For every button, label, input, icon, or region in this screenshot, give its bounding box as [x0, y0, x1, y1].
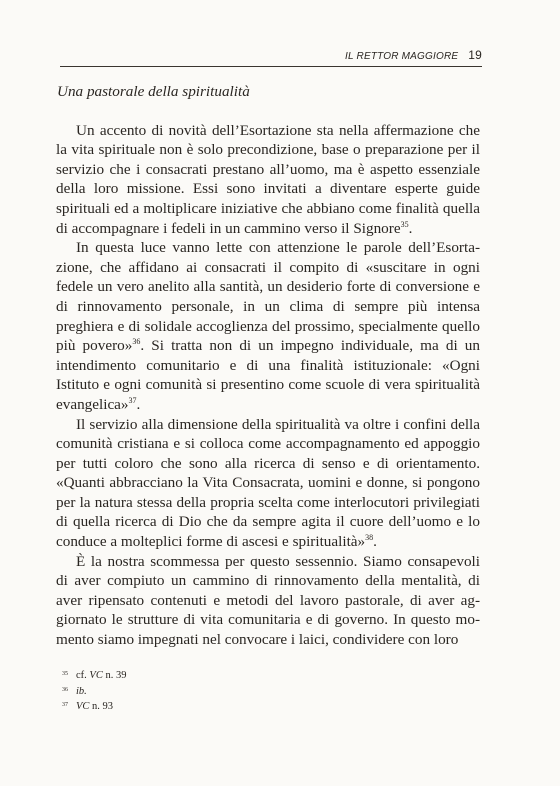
paragraph-1	[56, 121, 480, 239]
note-ref: 36	[132, 337, 141, 347]
footnote-rest: n. 39	[102, 670, 127, 681]
paragraph-2	[56, 238, 480, 414]
paragraph-text: In questa luce vanno lette con attenzione le parole dell’Esortazione, che affidano ai consacrati il compito di «suscitare in ogni fedele un vero anelito alla santità, un desiderio forte di conversione e di rinnovamento personale, in un clima di sempre più intensa preghiera e di solidale accoglienza del prossimo, specialmente quello più povero»	[56, 239, 480, 355]
footnote-italic: VC	[76, 701, 90, 712]
paragraph-text: È la nostra scommessa per questo sessennio. Siamo consapevoli di aver compiuto un cammino di rinnovamento della mentalità, di aver ripensato contenuti e metodi del lavoro pastorale, di aver aggiornato le strutture di vita comunitaria e di governo. In questo momento siamo impegnati nel convocare i laici, condividere con loro	[56, 552, 480, 649]
footnote-rest: n. 93	[89, 701, 114, 712]
page-number: 19	[468, 48, 482, 62]
paragraph-text: Un accento di novità dell’Esortazione sta nella affermazione che la vita spirituale non è solo precondizione, base o preparazione per il servizio che i consacrati prestano all’uomo, ma è aspetto essenziale della loro missione. Essi sono invitati a diventare esperte guide spirituali ed a moltiplicare iniziative che abbiano come finalità quella di accompagnare i fedeli in un cammino verso il Signore	[56, 121, 480, 237]
paragraph-4	[56, 552, 480, 650]
footnote-italic: ib.	[76, 685, 87, 697]
footnote-number: 37	[62, 702, 68, 708]
page-body	[56, 82, 480, 650]
note-ref: 35	[400, 219, 409, 229]
paragraph-tail: .	[136, 395, 141, 413]
header-rule	[60, 66, 482, 67]
footnotes	[62, 669, 126, 716]
paragraph-3	[56, 415, 480, 552]
section-title: Una pastorale della spiritualità	[57, 83, 250, 100]
paragraph-tail: .	[408, 219, 413, 237]
paragraph-tail: . Si tratta non di un impegno individuale, ma di un intendimento comunitario e di una finalità istituzionale: «Ogni Istituto e ogni comunità si presentino come scuole di vera spiritualità evangelica»	[56, 337, 480, 413]
footnote-number: 35	[62, 671, 68, 677]
note-ref: 38	[365, 533, 374, 543]
footnote-italic: VC	[89, 670, 103, 681]
paragraph-tail: .	[373, 533, 377, 551]
running-header	[60, 48, 482, 64]
paragraph-text: Il servizio alla dimensione della spiritualità va oltre i confini della comunità cristiana e si colloca come accompagnamento ed appoggio per tutti coloro che sono alla ricerca di senso e di orientamento. «Quanti abbracciano la Vita Consacrata, uomini e donne, si pongono per la natura stessa della propria scelta come interlocutori privilegiati di quella ricerca di Dio che da sempre agita il cuore dell’uomo e lo conduce a molteplici forme di ascesi e spiritualità»	[56, 415, 480, 551]
footnote-number: 36	[62, 686, 68, 693]
footnote-text: cf.	[76, 670, 90, 681]
running-title: IL RETTOR MAGGIORE	[345, 51, 459, 62]
footnote	[62, 700, 126, 716]
note-ref: 37	[128, 395, 137, 405]
